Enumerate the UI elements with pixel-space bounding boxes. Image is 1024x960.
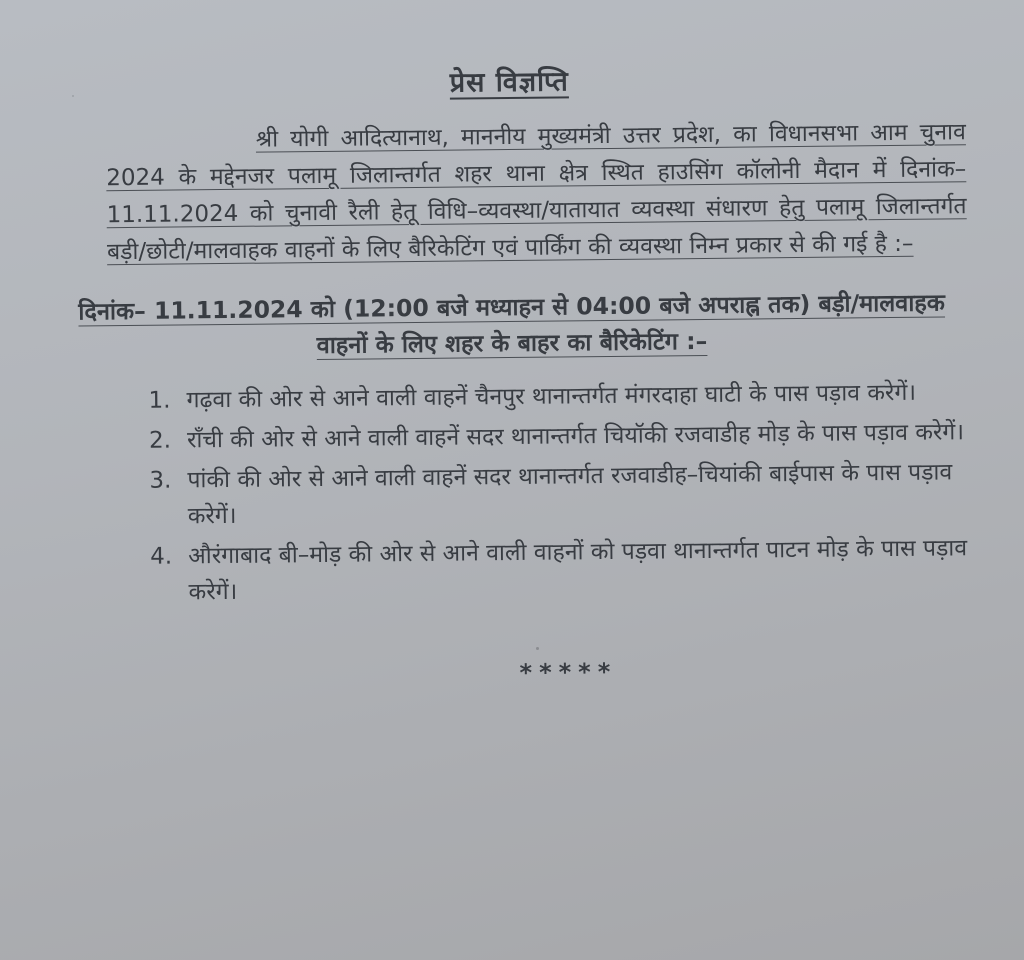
scan-speck (536, 647, 539, 650)
intro-paragraph: श्री योगी आदित्यानाथ, माननीय मुख्यमंत्री उत्तर प्रदेश, का विधानसभा आम चुनाव 2024 के मद्देनजर पलामू जिलान्तर्गत शहर थाना क्षेत्र स्थित हाउसिंग कॉलोनी मैदान में दिनांक– 11.11.2024 को चुनावी रैली हेतू विधि–व्यवस्था/यातायात व्यवस्था संधारण हेतु पलामू जिलान्तर्गत बड़ी/छोटी/मालवाहक वाहनों के लिए बैरिकेटिंग एवं पार्किंग की व्यवस्था निम्न प्रकार से की गई है :– (106, 119, 967, 266)
list-item-number: 1. (148, 387, 171, 414)
subheading-line-1: दिनांक– 11.11.2024 को (12:00 बजे मध्याहन से 04:00 बजे अपराह्न तक) बड़ी/मालवाहक (78, 288, 946, 326)
page-title-text: प्रेस विज्ञप्ति (449, 66, 569, 99)
list-item-number: 3. (149, 467, 172, 494)
scan-speck (72, 95, 74, 97)
list-item-text: पांकी की ओर से आने वाली वाहनें सदर थानान्तर्गत रजवाडीह–चियांकी बाईपास के पास पड़ाव करेगें। (187, 459, 953, 530)
list-item-text: गढ़वा की ओर से आने वाली वाहनें चैनपुर थानान्तर्गत मंगरदाहा घाटी के पास पड़ाव करेगें। (186, 379, 917, 414)
list-item (149, 454, 974, 535)
barricading-subheading (0, 284, 1024, 367)
list-item-text: राँची की ओर से आने वाली वाहनें सदर थानान्तर्गत चियॉकी रजवाडीह मोड़ के पास पड़ाव करेगें। (186, 419, 965, 454)
list-item-number: 2. (148, 427, 172, 454)
end-of-document-stars: ***** (519, 657, 618, 687)
subheading-line-2: वाहनों के लिए शहर के बाहर का बैरिकेटिंग :– (316, 326, 708, 360)
page-title (0, 57, 1021, 105)
list-item (148, 374, 972, 419)
list-item-number: 4. (150, 543, 173, 570)
list-item (150, 530, 975, 611)
list-item-text: औरंगाबाद बी–मोड़ की ओर से आने वाली वाहनों को पड़वा थानान्तर्गत पाटन मोड़ के पास पड़ाव करेगें। (188, 535, 968, 606)
barricade-point-list (148, 374, 974, 611)
list-item (149, 414, 973, 459)
